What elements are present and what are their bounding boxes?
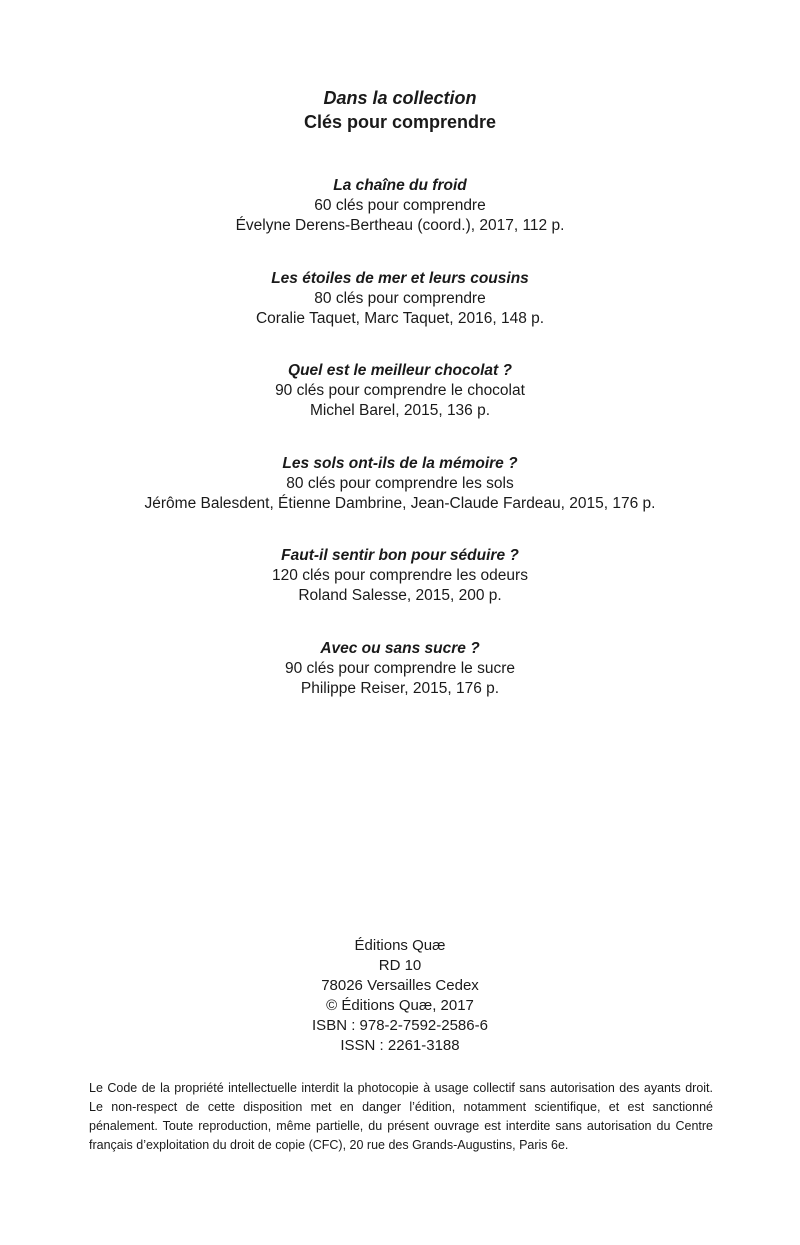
book-credits: Roland Salesse, 2015, 200 p. xyxy=(298,587,502,604)
book-subtitle: 120 clés pour comprendre les odeurs xyxy=(272,567,528,584)
book-title: Les étoiles de mer et leurs cousins xyxy=(271,269,529,287)
publisher-city: 78026 Versailles Cedex xyxy=(321,977,479,994)
book-credits: Coralie Taquet, Marc Taquet, 2016, 148 p. xyxy=(255,309,545,327)
collection-name: Clés pour comprendre xyxy=(303,112,497,132)
isbn: ISBN : 978-2-7592-2586-6 xyxy=(312,1017,488,1034)
book-entry xyxy=(0,639,800,732)
book-entry xyxy=(0,176,800,269)
publisher-road: RD 10 xyxy=(378,957,422,974)
book-list xyxy=(0,176,800,731)
copyright-notice: © Éditions Quæ, 2017 xyxy=(326,997,474,1014)
book-subtitle: 80 clés pour comprendre xyxy=(314,289,486,307)
book-entry xyxy=(0,361,800,454)
book-credits: Philippe Reiser, 2015, 176 p. xyxy=(300,679,500,697)
legal-notice: Le Code de la propriété intellectuelle interdit la photocopie à usage collectif sans autorisation des ayants droit. Le non-respect de cette disposition met en danger l’édition, notamment scientifique, et est sanctionné pénalement. Toute reproduction, même partielle, du présent ouvrage est interdite sans autorisation du Centre français d’exploitation du droit de copie (CFC), 20 rue des Grands-Augustins, Paris 6e. xyxy=(89,1081,713,1152)
book-entry xyxy=(0,269,800,362)
book-credits: Michel Barel, 2015, 136 p. xyxy=(309,402,491,419)
book-entry xyxy=(0,454,800,547)
book-title: Faut-il sentir bon pour séduire ? xyxy=(281,547,519,564)
book-title: Quel est le meilleur chocolat ? xyxy=(288,362,512,379)
book-title: Les sols ont-ils de la mémoire ? xyxy=(282,454,518,472)
book-credits: Jérôme Balesdent, Étienne Dambrine, Jean-Claude Fardeau, 2015, 176 p. xyxy=(144,494,656,512)
book-credits: Évelyne Derens-Bertheau (coord.), 2017, 112 p. xyxy=(235,217,565,234)
book-subtitle: 90 clés pour comprendre le chocolat xyxy=(275,382,525,399)
book-subtitle: 90 clés pour comprendre le sucre xyxy=(284,659,516,677)
collection-intro: Dans la collection xyxy=(323,88,477,108)
book-subtitle: 60 clés pour comprendre xyxy=(314,197,486,214)
publisher-imprint xyxy=(0,936,800,1056)
issn: ISSN : 2261-3188 xyxy=(340,1037,460,1054)
book-entry xyxy=(0,546,800,639)
collection-header xyxy=(0,86,800,134)
book-title: Avec ou sans sucre ? xyxy=(320,639,480,657)
book-subtitle: 80 clés pour comprendre les sols xyxy=(286,474,514,492)
publisher-name: Éditions Quæ xyxy=(354,937,446,954)
book-title: La chaîne du froid xyxy=(333,177,467,194)
